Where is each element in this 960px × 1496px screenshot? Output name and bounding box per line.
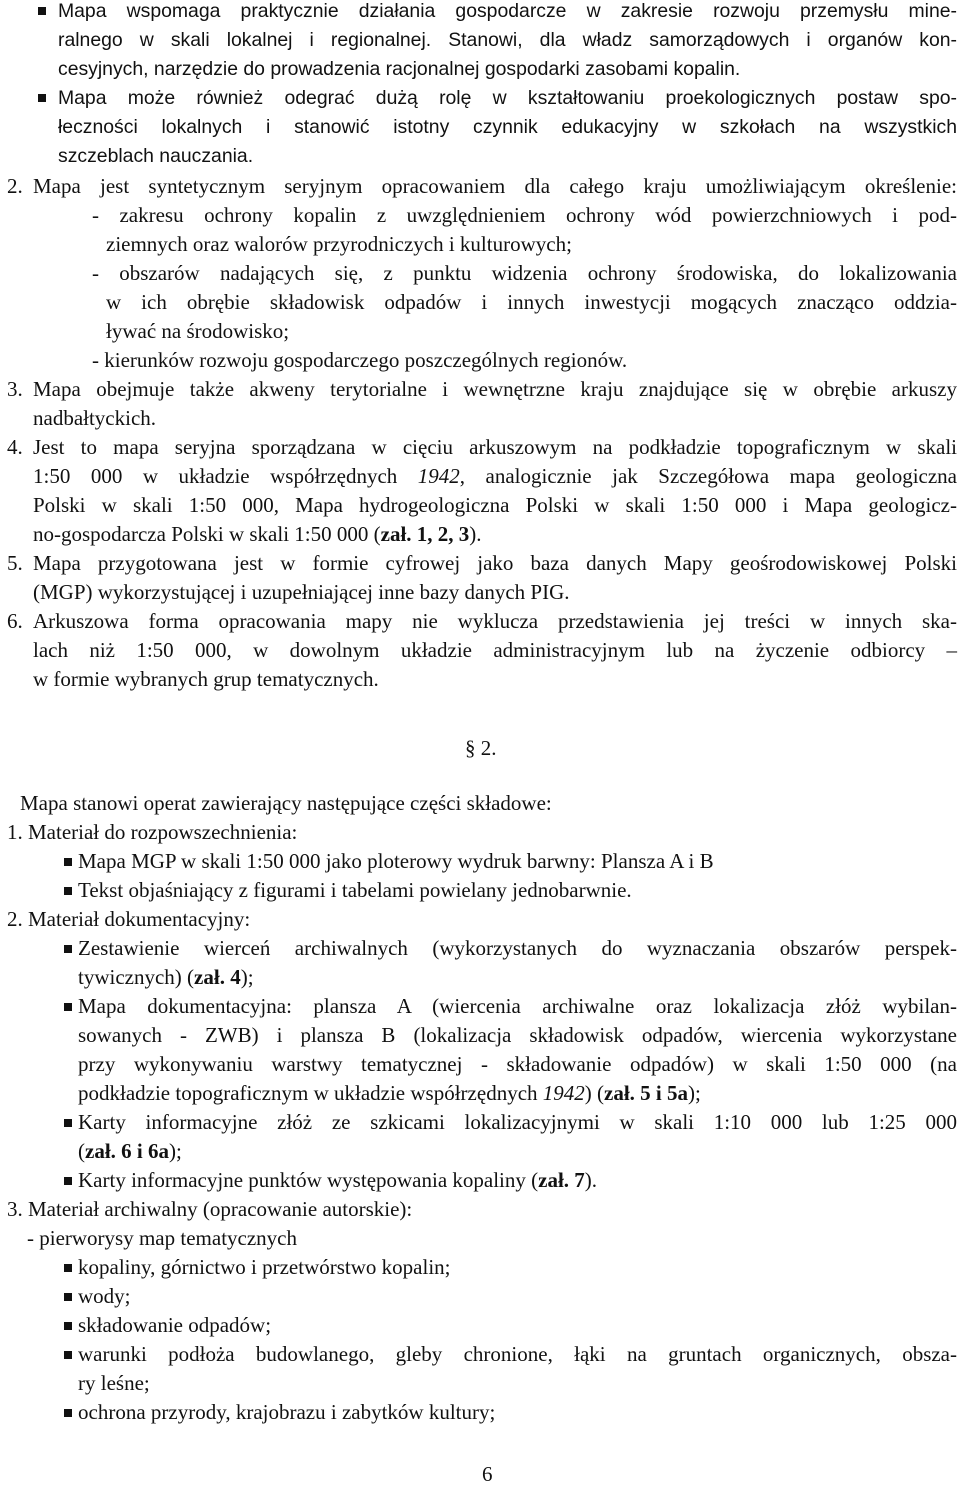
material-2-bullet-2-line-4: podkładzie topograficznym w układzie współrzędnych 1942) (zał. 5 i 5a); — [78, 1081, 701, 1105]
top-bullet-2-line-2: łeczności lokalnych i stanowić istotny czynnik edukacyjny w szkołach na wszystkich — [58, 116, 957, 138]
item-4-number: 4. — [7, 435, 23, 459]
top-bullet-1-line-1: Mapa wspomaga praktycznie działania gospodarcze w zakresie rozwoju przemysłu mine- — [58, 0, 957, 22]
attachment-ref: zał. 6 i 6a — [85, 1139, 169, 1163]
item-5-line-1: Mapa przygotowana jest w formie cyfrowej jako baza danych Mapy geośrodowiskowej Polski — [33, 551, 957, 575]
item-6-number: 6. — [7, 609, 23, 633]
bullet-icon — [64, 1351, 72, 1359]
material-2-heading: 2. Materiał dokumentacyjny: — [7, 907, 251, 931]
intro-text: Mapa stanowi operat zawierający następujące części składowe: — [20, 791, 552, 815]
bullet-icon — [64, 1003, 72, 1011]
material-2-bullet-2-line-2: sowanych - ZWB) i plansza B (lokalizacja składowisk odpadów, wiercenia wykorzystane — [78, 1023, 957, 1047]
material-3-heading: 3. Materiał archiwalny (opracowanie autorskie): — [7, 1197, 413, 1221]
material-3-bullet-1: kopaliny, górnictwo i przetwórstwo kopalin; — [78, 1255, 451, 1279]
item-5-number: 5. — [7, 551, 23, 575]
bullet-icon — [64, 1119, 72, 1127]
item-3-line-1: Mapa obejmuje także akweny terytorialne i wewnętrzne kraju znajdujące się w obrębie arkuszy — [33, 377, 957, 401]
attachment-ref: zał. 7 — [538, 1168, 585, 1192]
attachment-ref: zał. 5 i 5a — [604, 1081, 689, 1105]
material-1-heading: 1. Materiał do rozpowszechnienia: — [7, 820, 298, 844]
material-2-bullet-4: Karty informacyjne punktów występowania kopaliny (zał. 7). — [78, 1168, 598, 1192]
item-2-dash-2-line-2: w ich obrębie składowisk odpadów i innych inwestycji mogących znacząco oddzia- — [106, 290, 957, 314]
item-4-line-2: 1:50 000 w układzie współrzędnych 1942, analogicznie jak Szczegółowa mapa geologiczna — [33, 464, 957, 488]
item-4-line-4: no-gospodarcza Polski w skali 1:50 000 (zał. 1, 2, 3). — [33, 522, 482, 546]
material-1-bullet-1: Mapa MGP w skali 1:50 000 jako ploterowy wydruk barwny: Plansza A i B — [78, 849, 714, 873]
bullet-icon — [64, 1322, 72, 1330]
coordinate-year: 1942 — [417, 464, 460, 488]
material-3-bullet-5: ochrona przyrody, krajobrazu i zabytków kultury; — [78, 1400, 496, 1424]
item-3-line-2: nadbałtyckich. — [33, 406, 157, 430]
item-2-dash-2-line-3: ływać na środowisko; — [106, 319, 290, 343]
top-bullet-2-line-3: szczeblach nauczania. — [58, 145, 254, 167]
material-2-bullet-1-line-2: tywicznych) (zał. 4); — [78, 965, 254, 989]
material-2-bullet-2-line-1: Mapa dokumentacyjna: plansza A (wiercenia archiwalne oraz lokalizacja złóż wybilan- — [78, 994, 957, 1018]
material-3-bullet-2: wody; — [78, 1284, 131, 1308]
bullet-icon — [64, 1409, 72, 1417]
item-4-line-3: Polski w skali 1:50 000, Mapa hydrogeologiczna Polski w skali 1:50 000 i Mapa geologicz- — [33, 493, 957, 517]
item-2-text: Mapa jest syntetycznym seryjnym opracowaniem dla całego kraju umożliwiającym określenie: — [33, 174, 957, 198]
page-number: 6 — [482, 1462, 493, 1486]
item-2-dash-1-line-2: ziemnych oraz walorów przyrodniczych i kulturowych; — [106, 232, 572, 256]
item-6-line-1: Arkuszowa forma opracowania mapy nie wyklucza przedstawienia jej treści w innych ska- — [33, 609, 957, 633]
bullet-icon — [38, 7, 46, 15]
item-2-dash-1-line-1: - zakresu ochrony kopalin z uwzględnieniem ochrony wód powierzchniowych i pod- — [92, 203, 957, 227]
material-1-bullet-2: Tekst objaśniający z figurami i tabelami powielany jednobarwnie. — [78, 878, 632, 902]
material-3-bullet-4-line-1: warunki podłoża budowlanego, gleby chronione, łąki na gruntach organicznych, obsza- — [78, 1342, 957, 1366]
material-3-dash: - pierworysy map tematycznych — [27, 1226, 297, 1250]
item-6-line-3: w formie wybranych grup tematycznych. — [33, 667, 379, 691]
bullet-icon — [64, 858, 72, 866]
material-2-bullet-3-line-1: Karty informacyjne złóż ze szkicami lokalizacyjnymi w skali 1:10 000 lub 1:25 000 — [78, 1110, 957, 1134]
bullet-icon — [64, 1177, 72, 1185]
top-bullet-1-line-2: ralnego w skali lokalnej i regionalnej. Stanowi, dla władz samorządowych i organów kon- — [58, 29, 957, 51]
material-3-bullet-4-line-2: ry leśne; — [78, 1371, 150, 1395]
material-3-bullet-3: składowanie odpadów; — [78, 1313, 272, 1337]
material-2-bullet-1-line-1: Zestawienie wierceń archiwalnych (wykorzystanych do wyznaczania obszarów perspek- — [78, 936, 957, 960]
item-3-number: 3. — [7, 377, 23, 401]
item-2-number: 2. — [7, 174, 23, 198]
coordinate-year: 1942 — [542, 1081, 585, 1105]
section-heading: § 2. — [465, 736, 497, 760]
item-6-line-2: lach niż 1:50 000, w dowolnym układzie administracyjnym lub na życzenie odbiorcy – — [33, 638, 957, 662]
bullet-icon — [64, 1293, 72, 1301]
item-2-dash-3-line-1: - kierunków rozwoju gospodarczego poszczególnych regionów. — [92, 348, 628, 372]
attachment-ref: zał. 4 — [194, 965, 241, 989]
material-2-bullet-2-line-3: przy wykonywaniu warstwy tematycznej - składowanie odpadów) w skali 1:50 000 (na — [78, 1052, 957, 1076]
top-bullet-2-line-1: Mapa może również odegrać dużą rolę w kształtowaniu proekologicznych postaw spo- — [58, 87, 957, 109]
attachment-ref: zał. 1, 2, 3 — [380, 522, 470, 546]
bullet-icon — [38, 94, 46, 102]
bullet-icon — [64, 887, 72, 895]
item-5-line-2: (MGP) wykorzystującej i uzupełniającej inne bazy danych PIG. — [33, 580, 570, 604]
top-bullet-1-line-3: cesyjnych, narzędzie do prowadzenia racjonalnej gospodarki zasobami kopalin. — [58, 58, 741, 80]
material-2-bullet-3-line-2: (zał. 6 i 6a); — [78, 1139, 182, 1163]
item-4-line-1: Jest to mapa seryjna sporządzana w cięciu arkuszowym na podkładzie topograficznym w skali — [33, 435, 957, 459]
bullet-icon — [64, 945, 72, 953]
bullet-icon — [64, 1264, 72, 1272]
item-2-dash-2-line-1: - obszarów nadających się, z punktu widzenia ochrony środowiska, do lokalizowania — [92, 261, 957, 285]
